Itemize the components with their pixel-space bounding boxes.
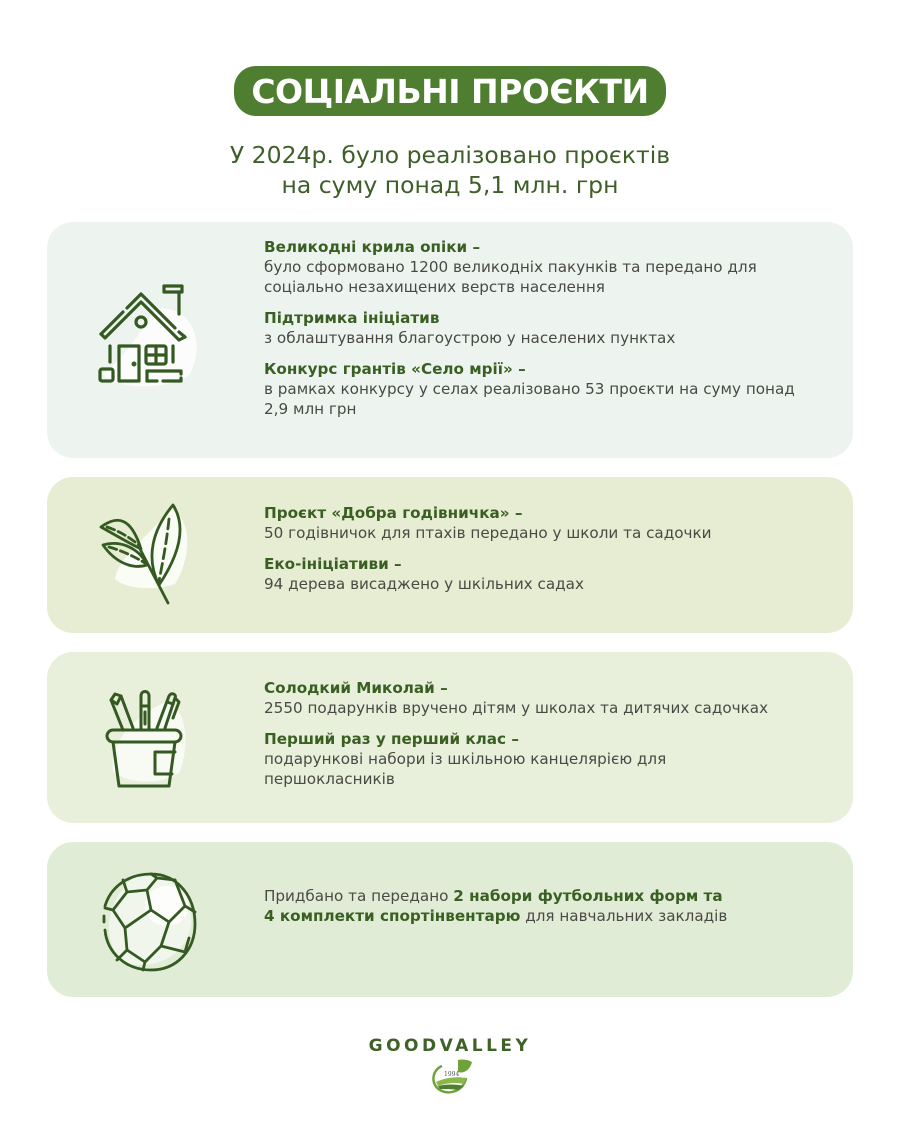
desc-highlight: 2 набори футбольних форм та 4 комплекти спортінвентарю	[264, 887, 723, 925]
item-description: 50 годівничок для птахів передано у школи та садочки	[264, 524, 712, 542]
subtitle-line-2: на суму понад 5,1 млн. грн	[281, 171, 619, 199]
logo-emblem-icon	[428, 1056, 474, 1094]
card-2-text	[264, 503, 823, 605]
card-4-text	[264, 886, 823, 926]
card-education	[47, 652, 853, 823]
title-banner	[234, 66, 666, 116]
item-title: Підтримка ініціатив	[264, 309, 440, 327]
card-ecology	[47, 477, 853, 633]
card-1-text	[264, 237, 823, 430]
item-title: Солодкий Миколай –	[264, 679, 448, 697]
item-description: було сформовано 1200 великодніх пакунків та передано для соціально незахищених верств населення	[264, 258, 757, 296]
desc-part-2: для навчальних закладів	[520, 907, 728, 925]
logo-text: GOODVALLEY	[368, 1036, 532, 1056]
pencil-cup-icon	[95, 682, 205, 792]
card-sports	[47, 842, 853, 997]
leaf-icon	[95, 499, 205, 609]
item-title: Еко-ініціативи –	[264, 555, 402, 573]
item-description: 2550 подарунків вручено дітям у школах та дитячих садочках	[264, 699, 769, 717]
desc-part-1: Придбано та передано	[264, 887, 454, 905]
item-description: подарункові набори із шкільною канцелярією для першокласників	[264, 750, 667, 788]
item-title: Проєкт «Добра годівничка» –	[264, 504, 523, 522]
goodvalley-logo	[360, 1030, 540, 1095]
item-title: Великодні крила опіки –	[264, 238, 481, 256]
list-item	[264, 308, 823, 348]
list-item	[264, 729, 823, 789]
page-subtitle	[0, 140, 900, 200]
list-item	[264, 554, 823, 594]
item-description: в рамках конкурсу у селах реалізовано 53 проєкти на суму понад 2,9 млн грн	[264, 380, 795, 418]
list-item	[264, 359, 823, 419]
list-item	[264, 503, 823, 543]
list-item	[264, 237, 823, 297]
house-icon	[95, 284, 205, 394]
item-description	[264, 886, 734, 926]
soccer-ball-icon	[95, 866, 205, 976]
card-community	[47, 222, 853, 458]
item-description: з облаштування благоустрою у населених пунктах	[264, 329, 676, 347]
item-description: 94 дерева висаджено у шкільних садах	[264, 575, 584, 593]
page-title: СОЦІАЛЬНІ ПРОЄКТИ	[251, 71, 649, 111]
item-title: Перший раз у перший клас –	[264, 730, 519, 748]
list-item	[264, 678, 823, 718]
item-title: Конкурс грантів «Село мрії» –	[264, 360, 526, 378]
logo-year: 1994	[444, 1071, 460, 1078]
card-3-text	[264, 678, 823, 800]
subtitle-line-1: У 2024р. було реалізовано проєктів	[229, 141, 671, 169]
